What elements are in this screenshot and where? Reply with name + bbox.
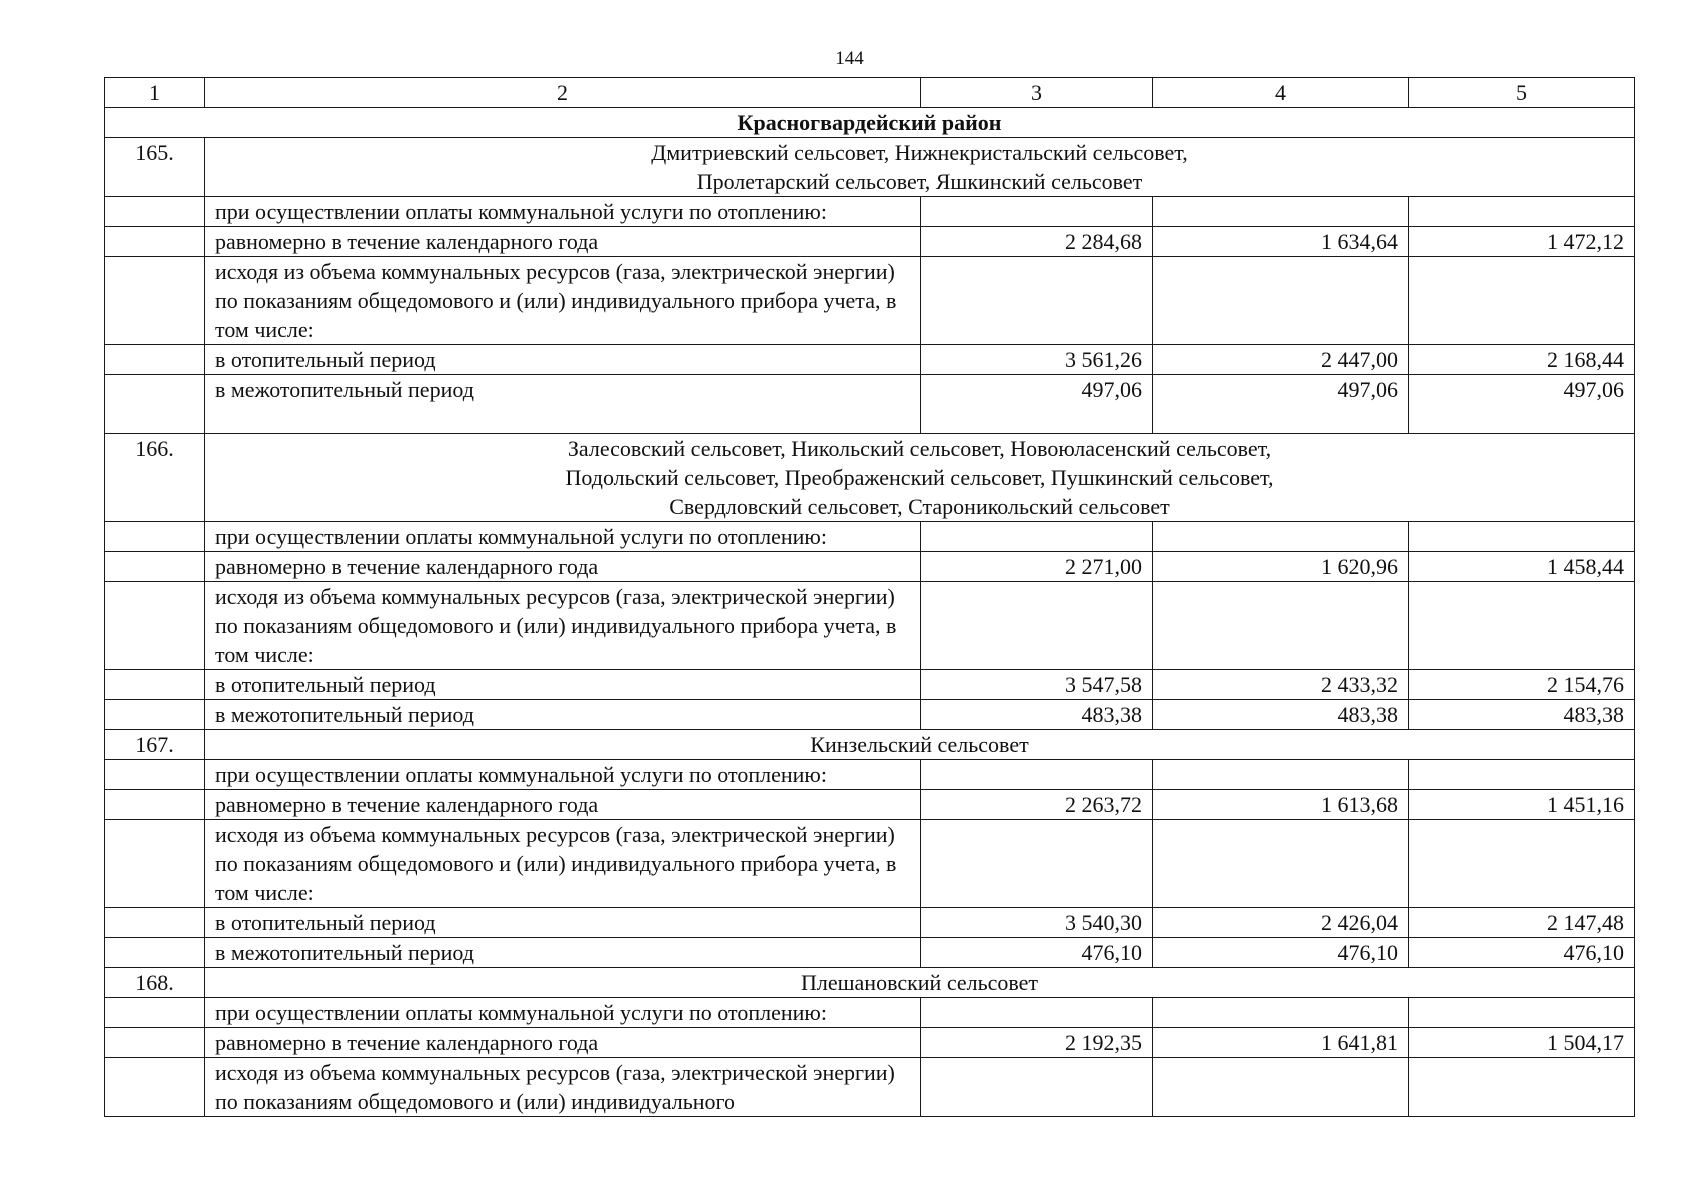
row-number-cell xyxy=(105,197,205,227)
value-cell xyxy=(1153,820,1409,908)
value-cell xyxy=(1409,197,1635,227)
row-number-cell xyxy=(105,908,205,938)
area-line: Подольский сельсовет, Преображенский сельсовет, Пушкинский сельсовет, xyxy=(565,465,1274,490)
area-line: Кинзельский сельсовет xyxy=(810,732,1029,757)
district-title: Красногвардейский район xyxy=(105,108,1635,138)
value-cell: 3 561,26 xyxy=(921,345,1153,375)
row-number-cell xyxy=(105,790,205,820)
group-area xyxy=(205,138,1635,197)
value-cell: 2 271,00 xyxy=(921,552,1153,582)
value-cell: 1 641,81 xyxy=(1153,1028,1409,1058)
value-cell xyxy=(921,1058,1153,1117)
table-row xyxy=(105,938,1635,968)
row-number-cell xyxy=(105,257,205,345)
value-cell: 497,06 xyxy=(1409,375,1635,434)
value-cell xyxy=(1153,998,1409,1028)
value-cell xyxy=(921,820,1153,908)
group-area xyxy=(205,730,1635,760)
row-label: при осуществлении оплаты коммунальной услуги по отоплению: xyxy=(205,760,921,790)
value-cell: 1 634,64 xyxy=(1153,227,1409,257)
value-cell xyxy=(1409,257,1635,345)
row-number-cell xyxy=(105,345,205,375)
row-label: равномерно в течение календарного года xyxy=(205,790,921,820)
value-cell: 1 504,17 xyxy=(1409,1028,1635,1058)
row-label: в отопительный период xyxy=(205,908,921,938)
group-area xyxy=(205,968,1635,998)
row-number-cell xyxy=(105,227,205,257)
column-header: 3 xyxy=(921,78,1153,108)
table-row xyxy=(105,670,1635,700)
value-cell: 483,38 xyxy=(1153,700,1409,730)
row-number-cell xyxy=(105,998,205,1028)
value-cell xyxy=(1409,582,1635,670)
value-cell xyxy=(1153,197,1409,227)
row-label: исходя из объема коммунальных ресурсов (газа, электрической энергии) по показаниям общедомового и (или) индивидуального прибора учета, в том числе: xyxy=(205,257,921,345)
column-header: 2 xyxy=(205,78,921,108)
value-cell: 2 154,76 xyxy=(1409,670,1635,700)
row-number-cell xyxy=(105,375,205,434)
row-number-cell xyxy=(105,1028,205,1058)
row-number-cell xyxy=(105,522,205,552)
value-cell xyxy=(1153,257,1409,345)
value-cell xyxy=(921,998,1153,1028)
group-number: 168. xyxy=(105,968,205,998)
table-row xyxy=(105,820,1635,908)
table-row xyxy=(105,700,1635,730)
value-cell: 2 147,48 xyxy=(1409,908,1635,938)
value-cell: 483,38 xyxy=(1409,700,1635,730)
row-label: в межотопительный период xyxy=(205,938,921,968)
row-label: исходя из объема коммунальных ресурсов (газа, электрической энергии) по показаниям общедомового и (или) индивидуального прибора учета, в том числе: xyxy=(205,820,921,908)
row-label: при осуществлении оплаты коммунальной услуги по отоплению: xyxy=(205,522,921,552)
value-cell xyxy=(921,522,1153,552)
table-row xyxy=(105,760,1635,790)
table-row xyxy=(105,908,1635,938)
value-cell xyxy=(1409,1058,1635,1117)
row-number-cell xyxy=(105,1058,205,1117)
value-cell: 2 447,00 xyxy=(1153,345,1409,375)
group-header-row xyxy=(105,730,1635,760)
value-cell: 2 263,72 xyxy=(921,790,1153,820)
value-cell: 2 433,32 xyxy=(1153,670,1409,700)
value-cell: 497,06 xyxy=(1153,375,1409,434)
value-cell xyxy=(921,257,1153,345)
row-number-cell xyxy=(105,760,205,790)
row-label: равномерно в течение календарного года xyxy=(205,552,921,582)
value-cell xyxy=(1153,1058,1409,1117)
value-cell xyxy=(921,582,1153,670)
value-cell: 2 192,35 xyxy=(921,1028,1153,1058)
row-label: равномерно в течение календарного года xyxy=(205,1028,921,1058)
area-line: Свердловский сельсовет, Староникольский сельсовет xyxy=(669,494,1170,519)
group-area xyxy=(205,434,1635,522)
row-number-cell xyxy=(105,670,205,700)
row-label: в отопительный период xyxy=(205,345,921,375)
value-cell xyxy=(921,760,1153,790)
table-row xyxy=(105,345,1635,375)
table-row xyxy=(105,227,1635,257)
group-header-row xyxy=(105,138,1635,197)
table-row xyxy=(105,790,1635,820)
row-label: исходя из объема коммунальных ресурсов (газа, электрической энергии) по показаниям общедомового и (или) индивидуального xyxy=(205,1058,921,1117)
value-cell: 3 540,30 xyxy=(921,908,1153,938)
table-row xyxy=(105,1058,1635,1117)
value-cell xyxy=(921,197,1153,227)
value-cell: 476,10 xyxy=(1153,938,1409,968)
table-row xyxy=(105,197,1635,227)
row-label: в межотопительный период xyxy=(205,375,921,434)
table-row xyxy=(105,522,1635,552)
value-cell: 1 451,16 xyxy=(1409,790,1635,820)
area-line: Залесовский сельсовет, Никольский сельсовет, Новоюласенский сельсовет, xyxy=(567,436,1272,461)
value-cell xyxy=(1409,760,1635,790)
row-number-cell xyxy=(105,552,205,582)
row-label: в межотопительный период xyxy=(205,700,921,730)
value-cell: 2 426,04 xyxy=(1153,908,1409,938)
row-label: при осуществлении оплаты коммунальной услуги по отоплению: xyxy=(205,197,921,227)
column-header-row xyxy=(105,78,1635,108)
tariff-table xyxy=(104,77,1635,1117)
table-row xyxy=(105,1028,1635,1058)
value-cell xyxy=(1409,998,1635,1028)
row-number-cell xyxy=(105,938,205,968)
group-number: 165. xyxy=(105,138,205,197)
table-row xyxy=(105,582,1635,670)
area-line: Плешановский сельсовет xyxy=(800,970,1039,995)
value-cell: 497,06 xyxy=(921,375,1153,434)
column-header: 5 xyxy=(1409,78,1635,108)
group-header-row xyxy=(105,434,1635,522)
area-line: Пролетарский сельсовет, Яшкинский сельсовет xyxy=(696,169,1143,194)
value-cell: 1 613,68 xyxy=(1153,790,1409,820)
column-header: 4 xyxy=(1153,78,1409,108)
value-cell: 1 620,96 xyxy=(1153,552,1409,582)
row-label: равномерно в течение календарного года xyxy=(205,227,921,257)
row-number-cell xyxy=(105,820,205,908)
table-body xyxy=(105,78,1635,1117)
value-cell xyxy=(1409,820,1635,908)
column-header: 1 xyxy=(105,78,205,108)
value-cell xyxy=(1153,582,1409,670)
value-cell: 476,10 xyxy=(1409,938,1635,968)
table-row xyxy=(105,375,1635,434)
row-number-cell xyxy=(105,700,205,730)
group-number: 166. xyxy=(105,434,205,522)
value-cell xyxy=(1153,522,1409,552)
row-number-cell xyxy=(105,582,205,670)
row-label: в отопительный период xyxy=(205,670,921,700)
district-row xyxy=(105,108,1635,138)
area-line: Дмитриевский сельсовет, Нижнекристальский сельсовет, xyxy=(651,140,1188,165)
value-cell: 3 547,58 xyxy=(921,670,1153,700)
table-row xyxy=(105,998,1635,1028)
value-cell: 2 168,44 xyxy=(1409,345,1635,375)
group-header-row xyxy=(105,968,1635,998)
row-label: при осуществлении оплаты коммунальной услуги по отоплению: xyxy=(205,998,921,1028)
value-cell: 1 458,44 xyxy=(1409,552,1635,582)
value-cell: 476,10 xyxy=(921,938,1153,968)
value-cell xyxy=(1409,522,1635,552)
value-cell: 483,38 xyxy=(921,700,1153,730)
value-cell: 2 284,68 xyxy=(921,227,1153,257)
table-row xyxy=(105,257,1635,345)
value-cell xyxy=(1153,760,1409,790)
row-label: исходя из объема коммунальных ресурсов (газа, электрической энергии) по показаниям общедомового и (или) индивидуального прибора учета, в том числе: xyxy=(205,582,921,670)
group-number: 167. xyxy=(105,730,205,760)
table-row xyxy=(105,552,1635,582)
value-cell: 1 472,12 xyxy=(1409,227,1635,257)
page-number: 144 xyxy=(835,48,864,69)
